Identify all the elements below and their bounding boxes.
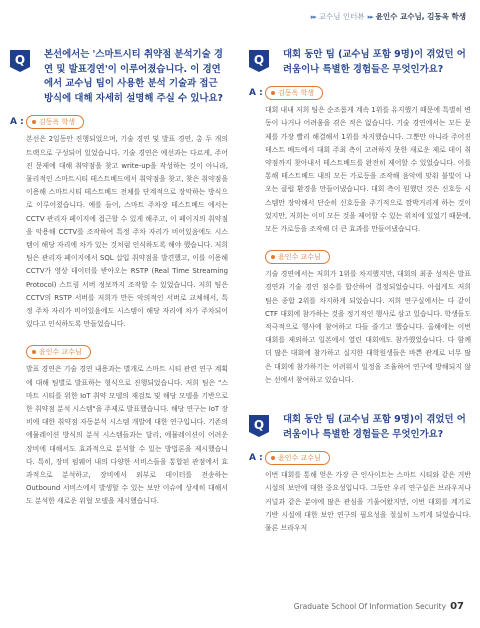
speaker-tag	[265, 451, 330, 465]
double-arrow-icon: ▸▸	[367, 12, 373, 21]
speaker-name: 윤인수 교수님	[278, 253, 321, 262]
svg-text:Q: Q	[14, 53, 26, 67]
answer-2-paragraph: 대회 내내 저희 팀은 순조롭게 계속 1위를 유지했기 때문에 특별히 변동이 나거나 어려움을 겪은 적은 없습니다. 기술 경연에서는 모든 문제를 가장 빨리 해결해서 1위를 차지했습니다. 그뿐만 아니라 주어진 테스트 베드에서 대회 주최 측이 고려하지 못한 새로운 제로 데이 취약점까지 찾아내서 테스트베드를 완전히 제어할 수 있었습니다. 이를 통해 테스트베드 내의 모든 가로등을 조작해 음악에 맞춰 불빛이 나오는 클럽 환경을 만들어냈습니다. 대회 측이 원했던 것은 신호등 시스템만 장악해서 단순히 신호등을 주기적으로 깜박거리게 하는 것이었지만, 저희는 이미 모든 것을 제어할 수 있는 위치에 있었기 때문에, 모든 가로등을 조작해 더 큰 효과를 만들어냈습니다.	[265, 106, 472, 234]
answer-1-paragraph: 본선은 2일동안 진행되었으며, 기술 경연 및 발표 경연, 총 두 개의 트랙으로 구성되어 있었습니다. 기술 경연은 예선과는 다르게, 주어진 문제에 대해 취약점을 찾고 write-up을 작성하는 것이 아니라, 물리적인 스마트시티 테스트베드에서 취약점을 찾고, 찾은 취약점을 이용해 스마트시티 테스트베드 전체를 단계적으로 장악하는 방식으로 이루어졌습니다. 예를 들어, 스마트 주차장 테스트베드 에서는 CCTV 관리자 페이지에 접근할 수 있게 해주고, 이 페이지의 취약점을 악용해 CCTV를 조작하여 특정 주차 자리가 비어있음에도 시스템이 해당 자리에 차가 있는 것처럼 인식하도록 해야 했습니다. 저희 팀은 관리자 페이지에서 SQL 삽입 취약점을 발견했고, 이를 이용해 CCTV가 영상 데이터를 받아오는 RSTP (Real Time Streaming Protocol) 스트림 서버 정보까지 조작할 수 있었습니다. 저희 팀은 CCTV의 RSTP 서버를 저희가 만든 악의적인 서버로 교체해서, 특정 주차 자리가 비어있음에도 시스템이 해당 자리에 차가 주차되어 있다고 인식하도록 만들었습니다.	[26, 135, 228, 329]
answer-1-header	[10, 115, 228, 129]
left-column	[10, 48, 228, 509]
answer-3-header	[249, 451, 471, 465]
question-2	[249, 48, 471, 77]
answer-mark: A :	[10, 117, 24, 128]
answer-1-paragraph-2: 발표 경연은 기술 경연 내용과는 별개로 스마트 시티 관련 연구 계획에 대해 팀별로 발표하는 형식으로 진행되었습니다. 저희 팀은 "스마트 시티를 위한 IoT 취약 모델의 재검토 및 해당 모델을 기반으로 한 취약점 분석 시스템"을 주제로 발표했습니다. 해당 연구는 IoT 장비에 대한 취약점 자동분석 시스템 개발에 대한 연구입니다. 기존의 에뮬레이션 방식의 분석 시스템들과는 달리, 에뮬레이션이 어려운 장비에 대해서도 효과적으로 분석할 수 있는 방법론을 제시했습니다. 특히, 장비 펌웨어 내의 다양한 서비스들을 통합된 관점에서 효과적으로 분석하고, 장비에서 외부로 데이터를 전송하는 Outbound 서비스에서 발생할 수 있는 보안 이슈에 상세히 대해서도 분석한 새로운 위협 모델을 제시했습니다.	[26, 365, 228, 506]
speaker-name: 윤인수 교수님	[278, 454, 321, 463]
dot-icon	[32, 350, 36, 354]
page-number: 07	[450, 601, 464, 612]
q-badge-icon	[249, 415, 269, 437]
answer-mark: A :	[249, 88, 263, 99]
page-header	[311, 11, 466, 22]
speaker-tag	[26, 115, 84, 129]
speaker-name: 김동옥 학생	[278, 89, 315, 98]
svg-text:Q: Q	[253, 418, 265, 433]
question-2-text: 대회 동안 팀 (교수님 포함 9명)이 겪었던 어려움이나 특별한 경험들은 무엇인가요?	[283, 49, 466, 75]
answer-2-paragraph-2: 기술 경연에서는 저희가 1위를 차지했지만, 대회의 최종 성적은 발표 경연과 기술 경연 점수를 합산하여 결정되었습니다. 아쉽게도 저희 팀은 종합 2위를 차지하게 되었습니다. 저희 연구실에서는 다 같이 CTF 대회에 참가하는 것을 정기적인 행사로 삼고 있습니다. 학생들도 적극적으로 행사에 참여하고 다들 즐기고 했습니다. 올해에는 이번 대회를 제외하고 일본에서 열린 대회에도 참가했었습니다. 다 함께 더 많은 대회에 참가하고 실지한 대학원생들은 바쁜 관계로 너무 많은 대회에 참가하기는 어려워서 일정을 조율하여 연구에 방해되지 않는 선에서 참여하고 있습니다.	[265, 270, 471, 384]
q-badge-icon	[10, 50, 30, 72]
answer-mark: A :	[249, 453, 263, 464]
school-name: Graduate School Of Information Security	[293, 602, 447, 611]
dot-icon	[271, 91, 275, 95]
question-1-text: 본선에서는 '스마트시티 취약점 분석기술 경연 및 발표경연'이 이루어졌습니다. 이 경연에서 교수님 팀이 사용한 분석 기술과 접근 방식에 대해 자세히 설명해 주실 수 있나요?	[44, 49, 223, 104]
speaker-tag-row	[26, 339, 228, 359]
speaker-tag-row	[265, 244, 471, 264]
question-1	[10, 48, 228, 106]
answer-3-paragraph: 이번 대회를 통해 얻은 가장 큰 인사이트는 스마트 시티와 같은 거반 시설의 보안에 대한 중요성입니다. 그동안 우리 연구실은 브라우저나 커널과 같은 분야에 많은 관심을 기울여왔지만, 이번 대회를 계기로 기반 시설에 대한 보안 연구의 필요성을 절실히 느끼게 되었습니다. 물론 브라우저	[265, 471, 471, 533]
question-3	[249, 413, 471, 442]
dot-icon	[32, 120, 36, 124]
speaker-name: 윤인수 교수님	[39, 348, 82, 357]
question-3-text: 대회 동안 팀 (교수님 포함 9명)이 겪었던 어려움이나 특별한 경험들은 무엇인가요?	[283, 414, 466, 440]
speaker-tag	[265, 86, 323, 100]
dot-icon	[271, 255, 275, 259]
q-badge-icon	[249, 50, 269, 72]
dot-icon	[271, 456, 275, 460]
speaker-tag	[265, 250, 330, 264]
right-column	[249, 48, 471, 535]
svg-text:Q: Q	[253, 53, 265, 67]
spacer	[249, 387, 471, 413]
double-arrow-icon: ▸▸	[310, 12, 316, 21]
page-footer	[294, 601, 464, 612]
section-label: 교수님 인터뷰	[318, 12, 365, 21]
speaker-name: 김동옥 학생	[39, 118, 76, 127]
speaker-tag	[26, 345, 91, 359]
interviewee-names: 윤인수 교수님, 김동옥 학생	[375, 12, 466, 21]
answer-2-header	[249, 86, 471, 100]
